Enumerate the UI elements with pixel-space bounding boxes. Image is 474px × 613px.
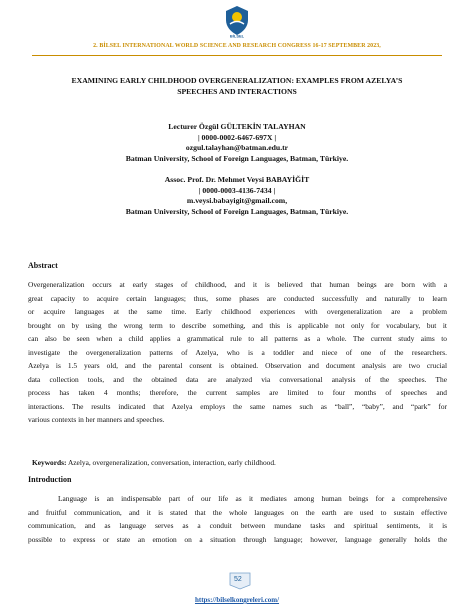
running-header: 2. BİLSEL INTERNATIONAL WORLD SCIENCE AND RESEARCH CONGRESS 16-17 SEPTEMBER 2023,: [93, 43, 381, 49]
keywords: [32, 458, 276, 467]
abstract-heading: Abstract: [28, 261, 58, 270]
author-block: [30, 175, 444, 218]
abstract-line: process has taken 4 months; therefore, the current samples are limited to four months of speeches and: [28, 388, 447, 397]
introduction-body: [28, 492, 447, 546]
author-orcid: | 0000-0003-4136-7434 |: [198, 185, 276, 195]
intro-line: and fruitful communication, and it is stated that the whole languages on the earth are used to sustain effective: [28, 507, 447, 517]
page-number: 52: [234, 576, 242, 583]
intro-line: Language is an indispensable part of our life as it mediates among human beings for a comprehensive: [58, 494, 447, 503]
introduction-heading: Introduction: [28, 475, 72, 484]
header-divider: [32, 55, 442, 56]
author-affiliation: Batman University, School of Foreign Languages, Batman, Türkiye.: [125, 207, 349, 217]
author-affiliation: Batman University, School of Foreign Languages, Batman, Türkiye.: [125, 154, 349, 164]
paper-title-line: EXAMINING EARLY CHILDHOOD OVERGENERALIZATION: EXAMPLES FROM AZELYA’S: [71, 76, 403, 85]
abstract-line: Azelya is 1.5 years old, and the parental consent is obtained. Observation and document analysis are two crucial: [28, 361, 447, 370]
paper-title: [30, 75, 444, 97]
keywords-text: Azelya, overgeneralization, conversation, interaction, early childhood.: [66, 458, 276, 467]
abstract-line: brought on by using the wrong term to describe something, and this is applicable not only for vocabulary, but it: [28, 320, 447, 330]
abstract-line: data collection tools, and the obtained data are analyzed via conversational analysis of the speeches. The: [28, 374, 447, 384]
author-email[interactable]: ozgul.talayhan@batman.edu.tr: [185, 143, 289, 153]
congress-logo: [221, 4, 253, 38]
abstract-line: investigate the overgeneralization patterns of Azelya, who is a toddler and niece of one of the researchers.: [28, 347, 447, 357]
abstract-line: Overgeneralization occurs at early stages of childhood, and it is believed that human beings are born with a: [28, 280, 447, 289]
author-block: [30, 122, 444, 165]
author-name: Assoc. Prof. Dr. Mehmet Veysi BABAYİĞİT: [164, 175, 310, 184]
paper-title-line: SPEECHES AND INTERACTIONS: [177, 87, 297, 96]
intro-line: possible to express or state an emotion on a situation through language; however, language generally holds the: [28, 534, 447, 544]
author-name: Lecturer Özgül GÜLTEKİN TALAYHAN: [168, 122, 306, 131]
abstract-line: or acquire languages at the same time. Early childhood experiences with overgeneralization are a problem: [28, 307, 447, 316]
abstract-line: great capacity to acquire certain languages; thus, some phases are conducted successfully and naturally to learn: [28, 293, 447, 303]
logo-text: BİLSEL: [229, 33, 245, 38]
abstract-body: [28, 278, 447, 427]
keywords-label: Keywords:: [32, 458, 67, 467]
abstract-line: interactions. The results indicated that Azelya employs the same names such as “ball”, “baby”, and “park” for: [28, 401, 447, 411]
author-email[interactable]: m.veysi.babayigit@gmail.com,: [186, 196, 288, 206]
footer-url-link[interactable]: https://bilselkongreleri.com/: [194, 596, 280, 604]
abstract-line: various contexts in her manners and speeches.: [28, 415, 165, 424]
author-orcid: | 0000-0002-6467-697X |: [197, 132, 277, 142]
intro-line: communication, and as language serves as a conduit between mundane tasks and spiritual sentiments, it is: [28, 521, 447, 530]
abstract-line: can also be seen when a child applies a grammatical rule to all patterns as a whole. The current study aims to: [28, 334, 447, 343]
